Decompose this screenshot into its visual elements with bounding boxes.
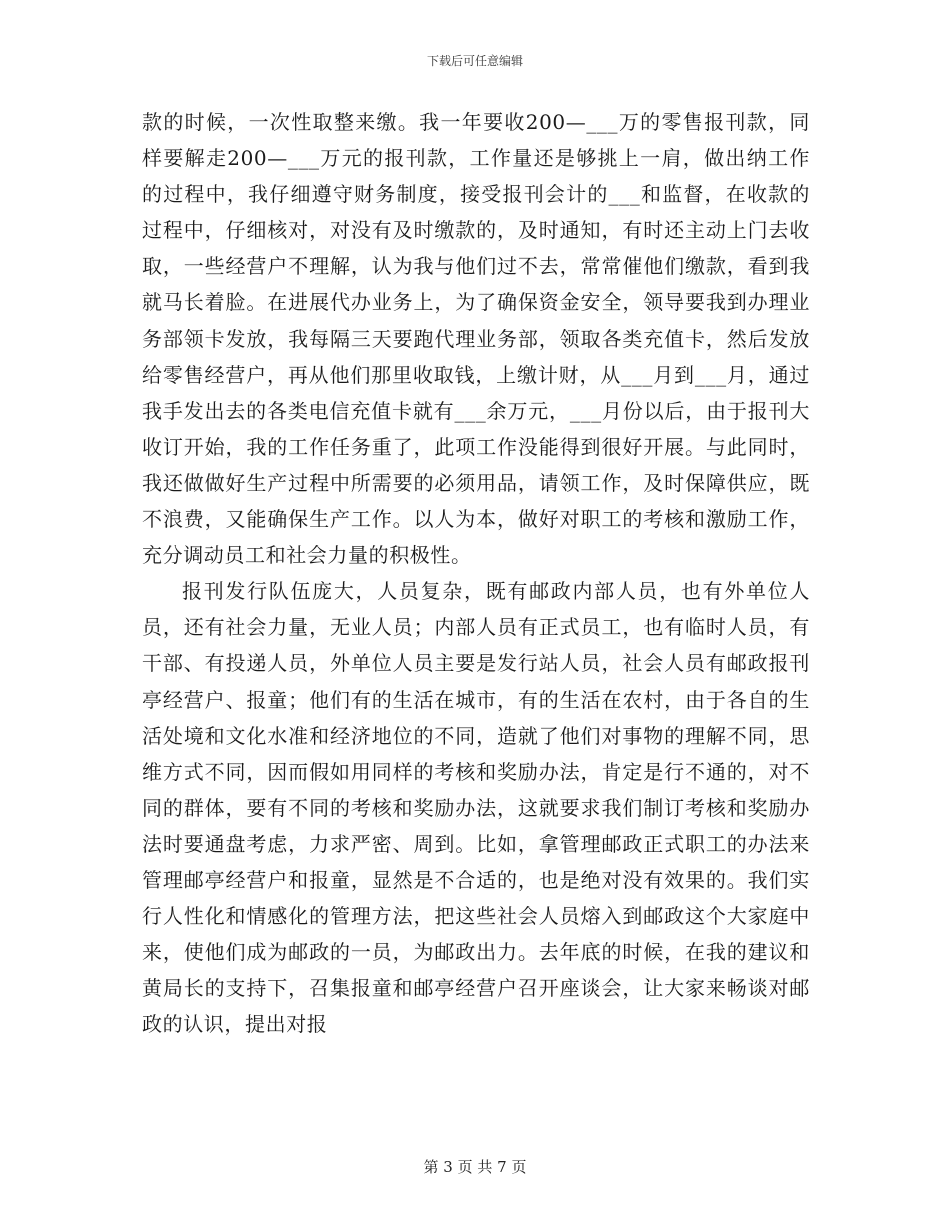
document-body [142,104,810,1042]
page-header-note: 下载后可任意编辑 [426,54,523,68]
page-number: 第 3 页 共 7 页 [423,1158,527,1176]
paragraph-team-management: 报刊发行队伍庞大，人员复杂，既有邮政内部人员，也有外单位人员，还有社会力量，无业人员；内部人员有正式员工，也有临时人员，有干部、有投递人员，外单位人员主要是发行站人员，社会人员有邮政报刊亭经营户、报童；他们有的生活在城市，有的生活在农村，由于各自的生活处境和文化水准和经济地位的不同，造就了他们对事物的理解不同，思维方式不同，因而假如用同样的考核和奖励办法，肯定是行不通的，对不同的群体，要有不同的考核和奖励办法，这就要求我们制订考核和奖励办法时要通盘考虑，力求严密、周到。比如，拿管理邮政正式职工的办法来管理邮亭经营户和报童，显然是不合适的，也是绝对没有效果的。我们实行人性化和情感化的管理方法，把这些社会人员熔入到邮政这个大家庭中来，使他们成为邮政的一员，为邮政出力。去年底的时候，在我的建议和黄局长的支持下，召集报童和邮亭经营户召开座谈会，让大家来畅谈对邮政的认识，提出对报 [142,579,810,1037]
paragraph-continued: 款的时候，一次性取整来缴。我一年要收200—___万的零售报刊款，同样要解走200—___万元的报刊款，工作量还是够挑上一肩，做出纳工作的过程中，我仔细遵守财务制度，接受报刊会计的___和监督，在收款的过程中，仔细核对，对没有及时缴款的，及时通知，有时还主动上门去收取，一些经营户不理解，认为我与他们过不去，常常催他们缴款，看到我就马长着脸。在进展代办业务上，为了确保资金安全，领导要我到办理业务部领卡发放，我每隔三天要跑代理业务部，领取各类充值卡，然后发放给零售经营户，再从他们那里收取钱，上缴计财，从___月到___月，通过我手发出去的各类电信充值卡就有___余万元，___月份以后，由于报刊大收订开始，我的工作任务重了，此项工作没能得到很好开展。与此同时，我还做做好生产过程中所需要的必须用品，请领工作，及时保障供应，既不浪费，又能确保生产工作。以人为本，做好对职工的考核和激励工作，充分调动员工和社会力量的积极性。 [142,110,810,568]
